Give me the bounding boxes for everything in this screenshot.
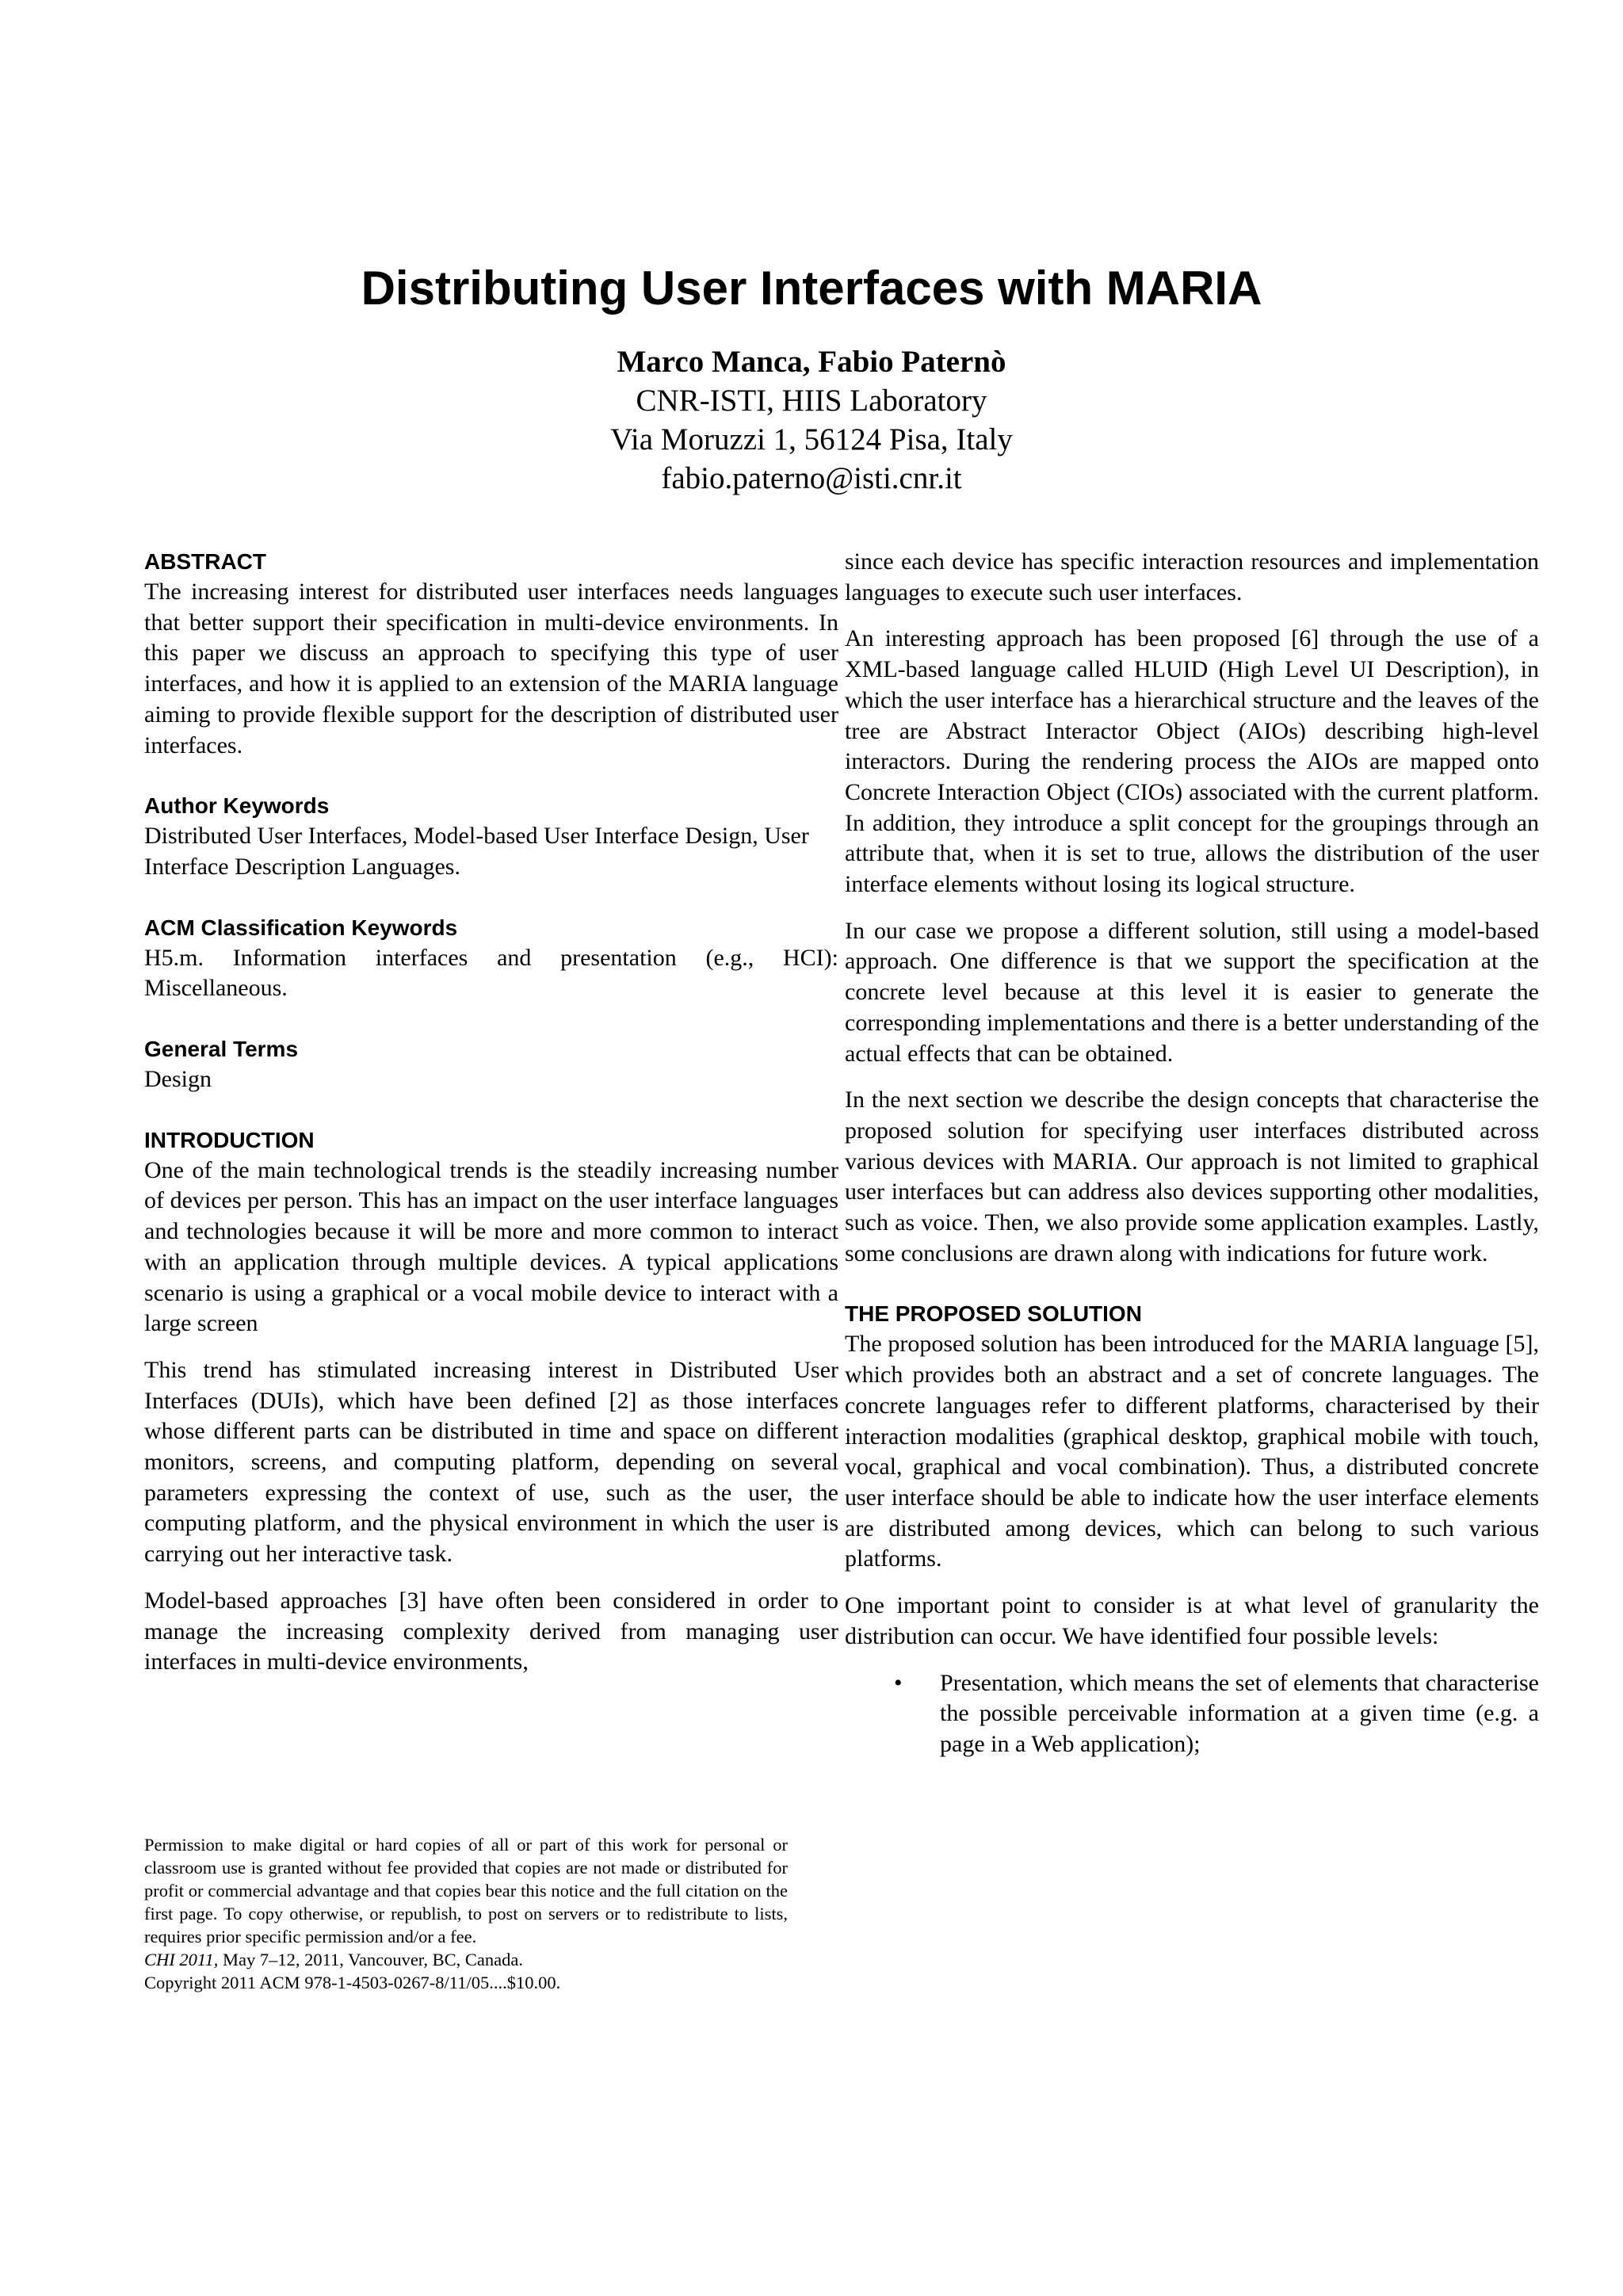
granularity-list <box>845 1668 1539 1760</box>
keywords-heading: Author Keywords <box>144 793 330 819</box>
terms-heading: General Terms <box>144 1037 299 1062</box>
bullet-marker: • <box>894 1669 903 1696</box>
list-item-text: Presentation, which means the set of elements that characterise the possible perceivable information at a given time (e.g. a page in a Web application); <box>940 1669 1539 1757</box>
acm-heading: ACM Classification Keywords <box>144 915 458 940</box>
venue-details: May 7–12, 2011, Vancouver, BC, Canada. <box>218 1950 524 1969</box>
intro-paragraph-2: This trend has stimulated increasing interest in Distributed User Interfaces (DUIs), which have been defined [2] as those interfaces whose different parts can be distributed in time and space on different monitors, screens, and computing platform, depending on several parameters expressing the context of use, such as the user, the computing platform, and the physical environment in which the user is carrying out her interactive task. <box>144 1356 838 1568</box>
venue-line <box>144 1948 788 1971</box>
terms-text: Design <box>144 1066 212 1093</box>
abstract-text: The increasing interest for distributed user interfaces needs languages that better support their specification in multi-device environments. In this paper we discuss an approach to specifying this type of user interfaces, and how it is applied to an extension of the MARIA language aiming to provide flexible support for the description of distributed user interfaces. <box>144 579 838 758</box>
solution-paragraph-1: The proposed solution has been introduced for the MARIA language [5], which provides both an abstract and a set of concrete languages. The concrete languages refer to different platforms, characterised by their interaction modalities (graphical desktop, graphical mobile with touch, vocal, graphical and vocal combination). Thus, a distributed concrete user interface should be able to indicate how the user interface elements are distributed among devices, which can belong to such various platforms. <box>845 1331 1539 1572</box>
proposed-solution-heading: THE PROPOSED SOLUTION <box>845 1301 1142 1327</box>
affiliation: CNR-ISTI, HIIS Laboratory <box>636 384 987 418</box>
right-paragraph-4: In the next section we describe the design concepts that characterise the proposed solution for specifying user interfaces distributed across various devices with MARIA. Our approach is not limited to graphical user interfaces but can address also devices supporting other modalities, such as voice. Then, we also provide some application examples. Lastly, some conclusions are drawn along with indications for future work. <box>845 1087 1539 1266</box>
right-column <box>845 547 1539 1760</box>
abstract-heading: ABSTRACT <box>144 549 266 574</box>
copyright-line: Copyright 2011 ACM 978-1-4503-0267-8/11/05....$10.00. <box>144 1973 561 1992</box>
introduction-heading: INTRODUCTION <box>144 1127 315 1152</box>
address: Via Moruzzi 1, 56124 Pisa, Italy <box>610 422 1013 457</box>
acm-text: H5.m. Information interfaces and presentation (e.g., HCI): Miscellaneous. <box>144 944 838 1002</box>
keywords-text: Distributed User Interfaces, Model-based User Interface Design, User Interface Description Languages. <box>144 823 809 880</box>
permission-notice <box>144 1833 788 1994</box>
author-block <box>0 342 1623 498</box>
author-names: Marco Manca, Fabio Paternò <box>617 345 1006 379</box>
intro-paragraph-1: One of the main technological trends is the steadily increasing number of devices per person. This has an impact on the user interface languages and technologies because it will be more and more common to interact with an application through multiple devices. A typical applications scenario is using a graphical or a vocal mobile device to interact with a large screen <box>144 1156 838 1337</box>
paper-title: Distributing User Interfaces with MARIA <box>361 262 1262 315</box>
right-paragraph-3: In our case we propose a different solution, still using a model-based approach. One difference is that we support the specification at the concrete level because at this level it is easier to generate the corresponding implementations and there is a better understanding of the actual effects that can be obtained. <box>845 917 1539 1067</box>
list-item <box>845 1668 1539 1760</box>
permission-text: Permission to make digital or hard copies of all or part of this work for personal or classroom use is granted without fee provided that copies are not made or distributed for profit or commercial advantage and that copies bear this notice and the full citation on the first page. To copy otherwise, or republish, to post on servers or to redistribute to lists, requires prior specific permission and/or a fee. <box>144 1835 788 1946</box>
solution-paragraph-2: One important point to consider is at what level of granularity the distribution can occur. We have identified four possible levels: <box>845 1592 1539 1649</box>
left-column <box>144 547 838 1694</box>
venue-name: CHI 2011, <box>144 1950 219 1969</box>
right-paragraph-2: An interesting approach has been proposed [6] through the use of a XML-based language called HLUID (High Level UI Description), in which the user interface has a hierarchical structure and the leaves of the tree are Abstract Interactor Object (AIOs) describing high-level interactors. During the rendering process the AIOs are mapped onto Concrete Interaction Object (CIOs) associated with the current platform. In addition, they introduce a split concept for the groupings through an attribute that, when it is set to true, allows the distribution of the user interface elements without losing its logical structure. <box>845 625 1539 898</box>
email: fabio.paterno@isti.cnr.it <box>661 461 962 495</box>
right-paragraph-1: since each device has specific interaction resources and implementation languages to execute such user interfaces. <box>845 548 1539 606</box>
intro-paragraph-3: Model-based approaches [3] have often been considered in order to manage the increasing complexity derived from managing user interfaces in multi-device environments, <box>144 1587 838 1675</box>
